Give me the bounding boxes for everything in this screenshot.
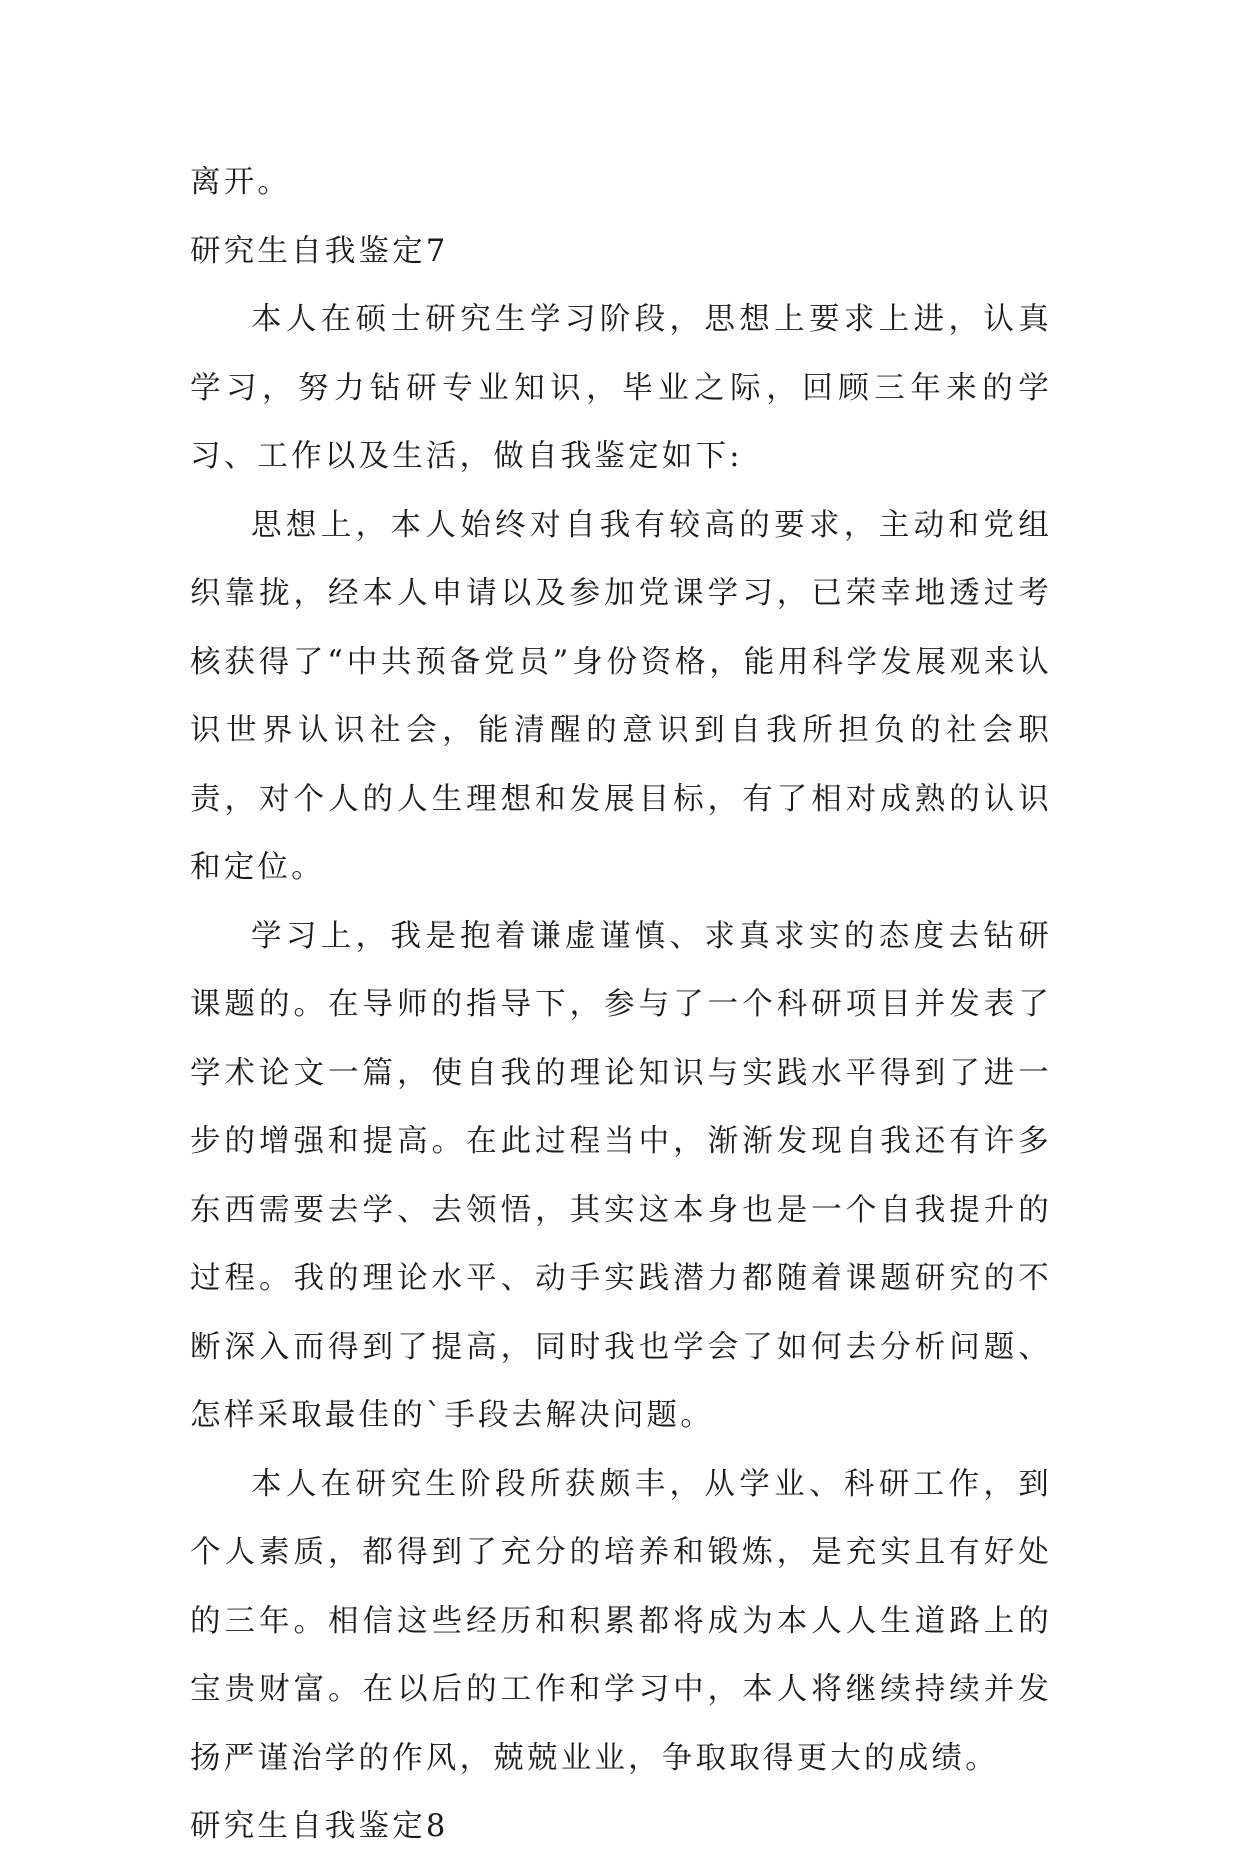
section-heading-8: 研究生自我鉴定8 [190, 1809, 449, 1844]
document-body [190, 149, 1052, 1862]
opening-line: 离开。 [190, 165, 292, 200]
paragraph-summary: 本人在研究生阶段所获颇丰，从学业、科研工作，到个人素质，都得到了充分的培养和锻炼，是充实且有好处的三年。相信这些经历和积累都将成为本人人生道路上的宝贵财富。在以后的工作和学习中，本人将继续持续并发扬严谨治学的作风，兢兢业业，争取取得更大的成绩。 [190, 1466, 1052, 1776]
paragraph-study: 学习上，我是抱着谦虚谨慎、求真求实的态度去钻研课题的。在导师的指导下，参与了一个科研项目并发表了学术论文一篇，使自我的理论知识与实践水平得到了进一步的增强和提高。在此过程当中，渐渐发现自我还有许多东西需要去学、去领悟，其实这本身也是一个自我提升的过程。我的理论水平、动手实践潜力都随着课题研究的不断深入而得到了提高，同时我也学会了如何去分析问题、怎样采取最佳的`手段去解决问题。 [190, 918, 1052, 1433]
paragraph-intro: 本人在硕士研究生学习阶段，思想上要求上进，认真学习，努力钻研专业知识，毕业之际，回顾三年来的学习、工作以及生活，做自我鉴定如下: [190, 302, 1052, 474]
section-7-paragraphs [190, 286, 1052, 1793]
section-heading-7: 研究生自我鉴定7 [190, 233, 449, 269]
paragraph-thought: 思想上，本人始终对自我有较高的要求，主动和党组织靠拢，经本人申请以及参加党课学习，已荣幸地透过考核获得了“中共预备党员”身份资格，能用科学发展观来认识世界认识社会，能清醒的意识到自我所担负的社会职责，对个人的人生理想和发展目标，有了相对成熟的认识和定位。 [190, 507, 1052, 885]
